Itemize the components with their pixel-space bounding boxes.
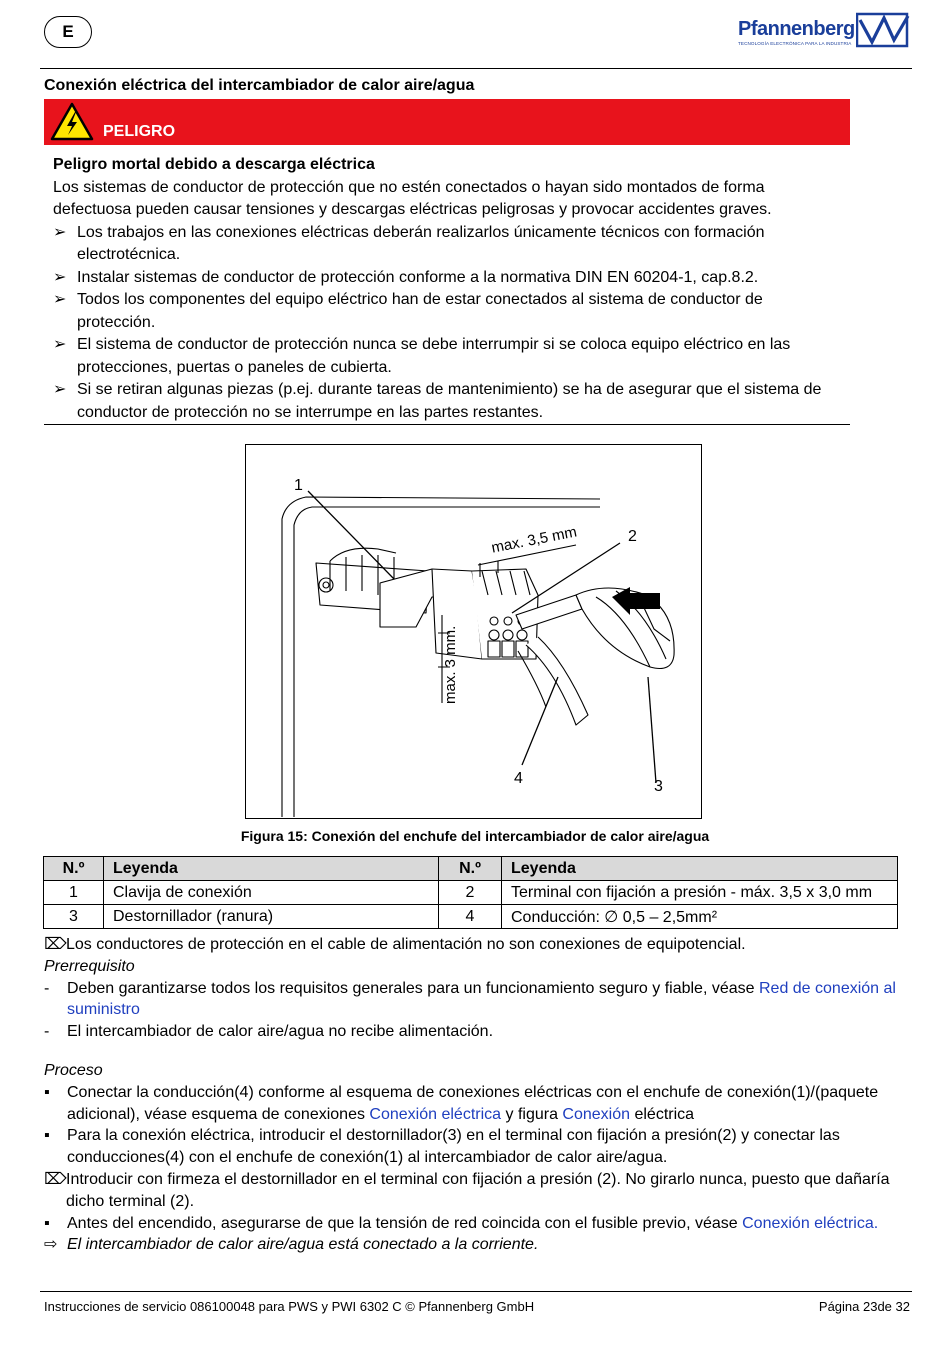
pfannenberg-logo-icon (856, 12, 910, 48)
danger-heading: Peligro mortal debido a descarga eléctrica (53, 156, 375, 173)
callout-4: 4 (514, 770, 523, 787)
arrow-bullet-icon: ➢ (53, 291, 67, 308)
table-cell: 1 (44, 881, 104, 905)
square-bullet-icon: ▪ (44, 1083, 50, 1101)
callout-2: 2 (628, 528, 637, 545)
danger-intro: Los sistemas de conductor de protección que no estén conectados o hayan sido montados de forma defectuosa pueden causar tensiones y descargas eléctricas peligrosas y provocar accidentes graves. (53, 178, 772, 218)
danger-rule (44, 424, 850, 425)
figure-frame (245, 444, 702, 819)
note: ⌦ Los conductores de protección en el cable de alimentación no son conexiones de equipotencial. (44, 934, 904, 956)
link-red-conexion[interactable]: Red de conexión al suministro (67, 979, 896, 1019)
prerequisite-title: Prerrequisito (44, 957, 135, 975)
list-item: ➢ Los trabajos en las conexiones eléctricas deberán realizarlos únicamente técnicos con formación electrotécnica. (53, 223, 765, 263)
header-rule (40, 68, 912, 69)
arrow-bullet-icon: ➢ (53, 268, 67, 286)
danger-list (53, 222, 843, 425)
table-cell: Conducción: ∅ 0,5 – 2,5mm² (502, 905, 898, 929)
list-item: ➢ Instalar sistemas de conductor de protección conforme a la normativa DIN EN 60204-1, cap.8.2. (53, 267, 843, 290)
arrow-bullet-icon: ➢ (53, 381, 67, 398)
brand-tagline: TECNOLOGÍA ELECTRÓNICA PARA LA INDUSTRIA (738, 41, 852, 46)
footer-rule (40, 1291, 912, 1292)
arrow-bullet-icon: ➢ (53, 223, 67, 241)
column-header: Leyenda (104, 857, 439, 881)
table-header-row (44, 857, 898, 881)
instructions-body (44, 934, 904, 1256)
column-header: N.º (439, 857, 502, 881)
link-conexion-electrica-2[interactable]: Conexión eléctrica. (742, 1214, 879, 1232)
danger-label: PELIGRO (103, 123, 176, 140)
list-item: ▪ Para la conexión eléctrica, introducir el destornillador(3) en el terminal con fijación a presión(2) y conectar las conducciones(4) con el enchufe de conexión(1) al intercambiador de calor aire/agua. (44, 1127, 840, 1167)
table-cell: 4 (439, 905, 502, 929)
table-cell: 3 (44, 905, 104, 929)
dash-bullet-icon: - (44, 979, 50, 997)
danger-text (53, 154, 843, 424)
pointing-hand-note-icon: ⌦ (44, 936, 67, 953)
list-item: - El intercambiador de calor aire/agua no recibe alimentación. (44, 1021, 904, 1043)
table-cell: Destornillador (ranura) (104, 905, 439, 929)
list-item: ➢ Si se retiran algunas piezas (p.ej. durante tareas de mantenimiento) se ha de asegurar que el sistema de conductor de protección no se interrumpe en las partes restantes. (53, 381, 822, 421)
brand-name: Pfannenberg (738, 18, 855, 40)
column-header: N.º (44, 857, 104, 881)
result-arrow-icon: ⇨ (44, 1236, 58, 1254)
process-title: Proceso (44, 1061, 103, 1079)
legend-table (43, 856, 898, 929)
dash-bullet-icon: - (44, 1023, 50, 1041)
square-bullet-icon: ▪ (44, 1127, 50, 1145)
link-conexion[interactable]: Conexión (562, 1105, 631, 1123)
result: ⇨ El intercambiador de calor aire/agua está conectado a la corriente. (44, 1234, 904, 1256)
list-item: ▪ Antes del encendido, asegurarse de que la tensión de red coincida con el fusible previo, véase Conexión eléctrica. (44, 1213, 904, 1235)
callout-3: 3 (654, 778, 663, 795)
table-cell: 2 (439, 881, 502, 905)
table-cell: Clavija de conexión (104, 881, 439, 905)
table-cell: Terminal con fijación a presión - máx. 3,5 x 3,0 mm (502, 881, 898, 905)
figure-caption: Figura 15: Conexión del enchufe del intercambiador de calor aire/agua (240, 828, 710, 844)
arrow-bullet-icon: ➢ (53, 336, 67, 353)
table-row (44, 881, 898, 905)
link-conexion-electrica[interactable]: Conexión eléctrica (369, 1105, 502, 1123)
dimension-vertical-label: max. 3 mm. (442, 625, 459, 704)
connector-diagram (246, 445, 700, 817)
pointing-hand-note-icon: ⌦ (44, 1170, 67, 1188)
note: ⌦ Introducir con firmeza el destornillador en el terminal con fijación a presión (2). No girarlo nunca, puesto que dañaría dicho terminal (2). (44, 1170, 890, 1210)
square-bullet-icon: ▪ (44, 1214, 50, 1232)
footer-page-number: Página 23de 32 (818, 1299, 910, 1314)
callout-1: 1 (294, 477, 303, 494)
list-item: ➢ Todos los componentes del equipo eléctrico han de estar conectados al sistema de conductor de protección. (53, 291, 763, 331)
footer-document-info: Instrucciones de servicio 086100048 para PWS y PWI 6302 C © Pfannenberg GmbH (44, 1299, 535, 1314)
language-badge-label: E (62, 22, 74, 41)
list-item: ▪ Conectar la conducción(4) conforme al esquema de conexiones eléctricas con el enchufe de conexión(1)/(paquete adicional), véase esquema de conexiones Conexión eléctrica y figura Conexión eléctrica (44, 1083, 879, 1123)
table-row (44, 905, 898, 929)
language-badge (44, 16, 92, 48)
list-item: ➢ El sistema de conductor de protección nunca se debe interrumpir si se coloca equipo eléctrico en las protecciones, puertas o paneles de cubierta. (53, 336, 791, 376)
high-voltage-warning-icon (50, 102, 94, 142)
column-header: Leyenda (502, 857, 898, 881)
dimension-horizontal-label: max. 3,5 mm (490, 523, 579, 557)
section-title: Conexión eléctrica del intercambiador de calor aire/agua (44, 77, 475, 94)
list-item: - Deben garantizarse todos los requisitos generales para un funcionamiento seguro y fiable, véase Red de conexión al suministro (44, 979, 896, 1019)
